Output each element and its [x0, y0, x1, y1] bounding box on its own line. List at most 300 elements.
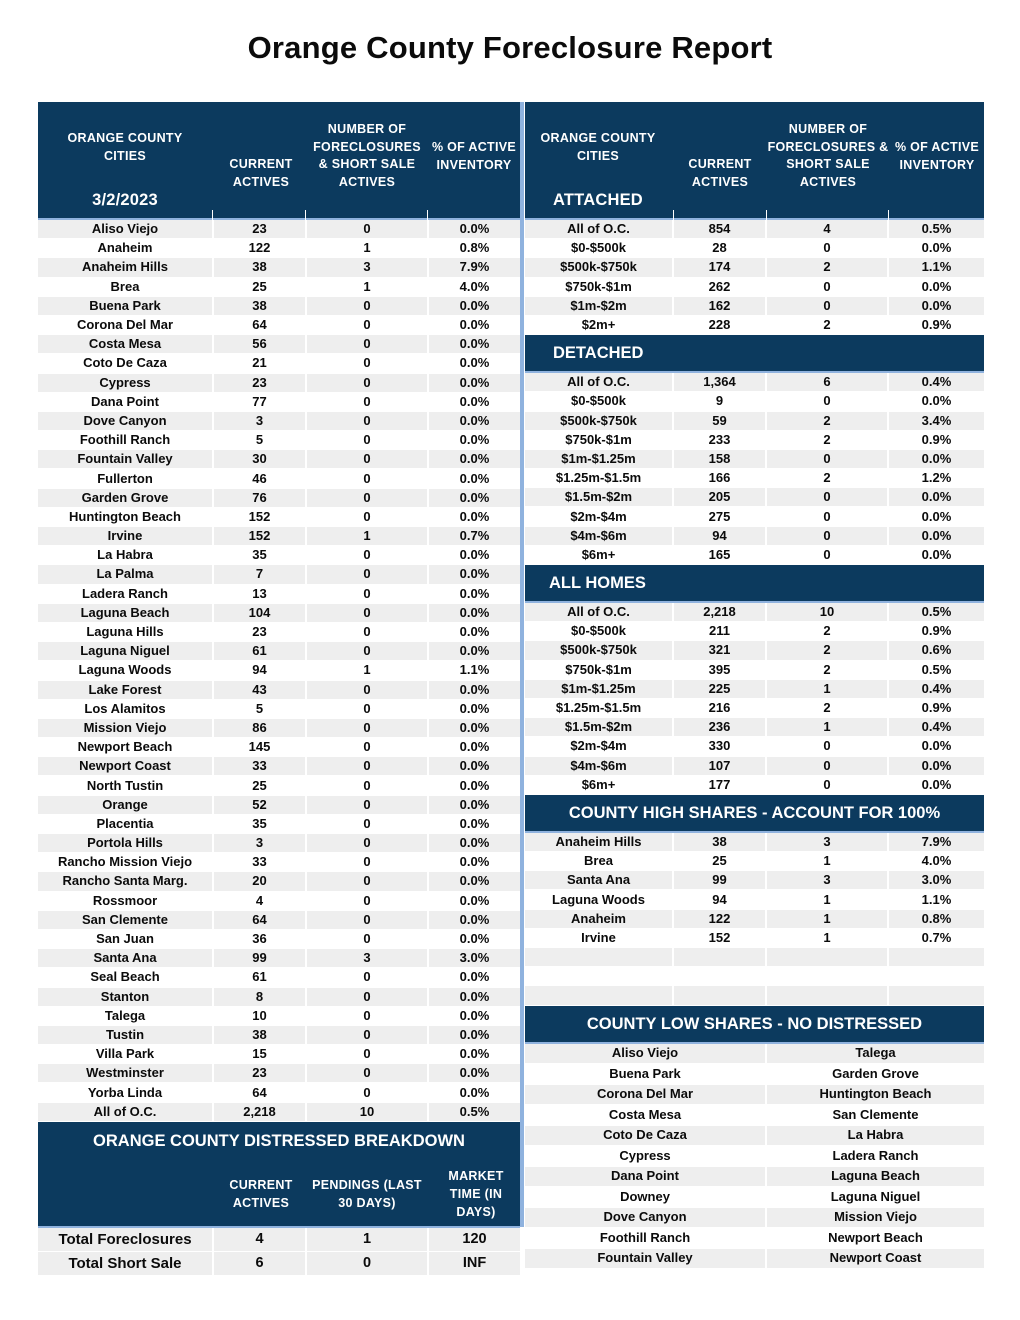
high-share-row-cell — [888, 967, 984, 986]
all-homes-section-title: ALL HOMES — [525, 565, 984, 603]
city-row-cell: 0.0% — [428, 469, 520, 488]
low-share-row-cell: La Habra — [766, 1125, 984, 1146]
detached-row-cell: 0 — [766, 392, 888, 411]
distressed-row — [38, 1251, 520, 1275]
city-row-cell: 0 — [306, 622, 428, 641]
high-share-row-cell: 1 — [766, 909, 888, 928]
low-share-row-cell: Corona Del Mar — [525, 1084, 766, 1105]
all-homes-row-cell: 177 — [673, 775, 766, 794]
column-divider — [520, 102, 524, 1227]
city-row-cell: 0.0% — [428, 488, 520, 507]
detached-row — [525, 430, 984, 449]
low-share-row-cell: Costa Mesa — [525, 1105, 766, 1126]
city-row-cell: 1 — [306, 527, 428, 546]
detached-row — [525, 488, 984, 507]
distressed-row-cell: 1 — [306, 1228, 428, 1252]
detached-row-cell: 205 — [673, 488, 766, 507]
city-row — [38, 373, 520, 392]
all-homes-row-cell: 225 — [673, 679, 766, 698]
right-col-header-foreclosures: NUMBER OF FORECLOSURES & SHORT SALE ACTIVES — [767, 122, 889, 189]
all-homes-row-cell: 236 — [673, 718, 766, 737]
attached-row-cell: 4 — [766, 220, 888, 239]
city-row-cell: Villa Park — [38, 1045, 213, 1064]
city-row-cell: 0 — [306, 603, 428, 622]
attached-row-cell: $0-$500k — [525, 239, 673, 258]
distressed-row-cell: Total Foreclosures — [38, 1228, 213, 1252]
detached-row-cell: 94 — [673, 526, 766, 545]
detached-row-cell: $500k-$750k — [525, 411, 673, 430]
detached-row-cell: $1.25m-$1.5m — [525, 469, 673, 488]
city-row-cell: Newport Beach — [38, 738, 213, 757]
city-row-cell: 0.0% — [428, 757, 520, 776]
city-row-cell: 0 — [306, 450, 428, 469]
distressed-col-market-time: MARKET TIME (IN DAYS) — [448, 1168, 504, 1219]
city-row-cell: Orange — [38, 795, 213, 814]
city-row-cell: Talega — [38, 1006, 213, 1025]
city-row-cell: 36 — [213, 929, 306, 948]
attached-row-cell: 0 — [766, 277, 888, 296]
city-row-cell: 0.0% — [428, 315, 520, 334]
low-share-row-cell: Cypress — [525, 1146, 766, 1167]
all-homes-row-cell: 2 — [766, 698, 888, 717]
low-shares-title: COUNTY LOW SHARES - NO DISTRESSED — [525, 1006, 984, 1044]
city-row-cell: Anaheim — [38, 239, 213, 258]
city-row-cell: 23 — [213, 373, 306, 392]
city-row-cell: 0 — [306, 411, 428, 430]
city-row — [38, 699, 520, 718]
cities-table-header — [38, 102, 520, 220]
detached-row-cell: 2 — [766, 430, 888, 449]
city-row-cell: Yorba Linda — [38, 1083, 213, 1102]
attached-row — [525, 239, 984, 258]
detached-row-cell: 0.0% — [888, 507, 984, 526]
city-row-cell: 0.0% — [428, 968, 520, 987]
high-share-row-cell: 7.9% — [888, 833, 984, 852]
city-row — [38, 738, 520, 757]
city-row — [38, 584, 520, 603]
city-row-cell: Portola Hills — [38, 834, 213, 853]
detached-row-cell: $1m-$1.25m — [525, 449, 673, 468]
attached-row — [525, 296, 984, 315]
detached-row-cell: $0-$500k — [525, 392, 673, 411]
attached-row-cell: 0 — [766, 296, 888, 315]
distressed-row-cell: 6 — [213, 1251, 306, 1275]
city-row-cell: Lake Forest — [38, 680, 213, 699]
city-row-cell: 0 — [306, 469, 428, 488]
low-share-row-cell: Fountain Valley — [525, 1248, 766, 1269]
all-homes-row-cell: $0-$500k — [525, 622, 673, 641]
high-share-row-cell: 3.0% — [888, 871, 984, 890]
detached-row-cell: $1.5m-$2m — [525, 488, 673, 507]
high-share-row-cell: Anaheim Hills — [525, 833, 673, 852]
city-row-cell: 0.0% — [428, 776, 520, 795]
city-row-cell: 0.0% — [428, 853, 520, 872]
all-homes-row-cell: 2,218 — [673, 603, 766, 622]
detached-row — [525, 526, 984, 545]
city-row — [38, 1025, 520, 1044]
low-share-row-cell: Newport Coast — [766, 1248, 984, 1269]
city-row-cell: 86 — [213, 718, 306, 737]
city-row-cell: 0 — [306, 891, 428, 910]
high-share-row — [525, 928, 984, 947]
city-row-cell: Buena Park — [38, 296, 213, 315]
high-share-row-cell — [525, 948, 673, 967]
city-row — [38, 488, 520, 507]
city-row-cell: Foothill Ranch — [38, 431, 213, 450]
city-row-cell: 38 — [213, 1025, 306, 1044]
city-row-cell: 3 — [306, 258, 428, 277]
cities-table — [38, 220, 520, 1122]
detached-row-cell: 3.4% — [888, 411, 984, 430]
city-row — [38, 872, 520, 891]
all-homes-row-cell: 216 — [673, 698, 766, 717]
city-row-cell: 0 — [306, 987, 428, 1006]
city-row-cell: 104 — [213, 603, 306, 622]
all-homes-row-cell: 0 — [766, 756, 888, 775]
city-row-cell: 0.0% — [428, 738, 520, 757]
all-homes-row-cell: All of O.C. — [525, 603, 673, 622]
all-homes-table — [525, 603, 984, 795]
detached-row-cell: 0.4% — [888, 373, 984, 392]
low-share-row — [525, 1187, 984, 1208]
cities-panel — [38, 102, 520, 1276]
col-header-current-actives: CURRENT ACTIVES — [229, 157, 293, 189]
attached-row-cell: 0.9% — [888, 315, 984, 334]
all-homes-row-cell: 211 — [673, 622, 766, 641]
city-row-cell: 4 — [213, 891, 306, 910]
city-row-cell: 0 — [306, 546, 428, 565]
attached-section-title: ATTACHED — [553, 191, 643, 209]
city-row — [38, 296, 520, 315]
city-row-cell: 25 — [213, 277, 306, 296]
city-row-cell: Santa Ana — [38, 949, 213, 968]
city-row-cell: Laguna Niguel — [38, 642, 213, 661]
all-homes-row-cell: 2 — [766, 622, 888, 641]
city-row-cell: 0 — [306, 1045, 428, 1064]
detached-row-cell: 0 — [766, 449, 888, 468]
city-row-cell: North Tustin — [38, 776, 213, 795]
detached-row — [525, 545, 984, 564]
low-share-row-cell: Downey — [525, 1187, 766, 1208]
detached-row-cell: 0.9% — [888, 430, 984, 449]
city-row — [38, 718, 520, 737]
high-share-row-cell — [766, 986, 888, 1005]
city-row-cell: 0 — [306, 795, 428, 814]
high-share-row-cell: Irvine — [525, 928, 673, 947]
attached-row-cell: 1.1% — [888, 258, 984, 277]
all-homes-row — [525, 679, 984, 698]
attached-row — [525, 220, 984, 239]
distressed-col-pendings: PENDINGS (LAST 30 DAYS) — [312, 1177, 422, 1210]
city-row-cell: Rossmoor — [38, 891, 213, 910]
city-row — [38, 680, 520, 699]
detached-row — [525, 469, 984, 488]
city-row-cell: 3 — [213, 411, 306, 430]
city-row-cell: 0.0% — [428, 872, 520, 891]
attached-row-cell: 0.0% — [888, 296, 984, 315]
attached-row-cell: $2m+ — [525, 315, 673, 334]
detached-row-cell: 0.0% — [888, 449, 984, 468]
high-share-row-cell: 0.8% — [888, 909, 984, 928]
all-homes-row-cell: 0 — [766, 737, 888, 756]
city-row-cell: 35 — [213, 814, 306, 833]
attached-row — [525, 277, 984, 296]
high-share-row-cell — [673, 986, 766, 1005]
high-share-row — [525, 833, 984, 852]
low-share-row-cell: Coto De Caza — [525, 1125, 766, 1146]
all-homes-row-cell: $2m-$4m — [525, 737, 673, 756]
city-row-cell: Laguna Woods — [38, 661, 213, 680]
detached-row-cell: 158 — [673, 449, 766, 468]
low-share-row-cell: Buena Park — [525, 1064, 766, 1085]
city-row-cell: La Habra — [38, 546, 213, 565]
high-shares-table — [525, 833, 984, 1006]
high-share-row-cell: 25 — [673, 852, 766, 871]
attached-row-cell: 28 — [673, 239, 766, 258]
city-row — [38, 565, 520, 584]
detached-row-cell: 9 — [673, 392, 766, 411]
city-row-cell: Irvine — [38, 527, 213, 546]
city-row — [38, 546, 520, 565]
low-shares-table — [525, 1044, 984, 1270]
all-homes-row-cell: $750k-$1m — [525, 660, 673, 679]
all-homes-row-cell: 0 — [766, 775, 888, 794]
all-homes-row-cell: $4m-$6m — [525, 756, 673, 775]
high-share-row-cell: 1 — [766, 928, 888, 947]
attached-row-cell: 0 — [766, 239, 888, 258]
city-row-cell: 23 — [213, 220, 306, 239]
distressed-row-cell: 120 — [428, 1228, 520, 1252]
city-row-cell: 56 — [213, 335, 306, 354]
city-row-cell: 64 — [213, 910, 306, 929]
city-row-cell: 0 — [306, 488, 428, 507]
attached-row — [525, 315, 984, 334]
high-share-row-cell: Laguna Woods — [525, 890, 673, 909]
city-row-cell: 0 — [306, 373, 428, 392]
all-homes-row — [525, 718, 984, 737]
distressed-row-cell: 0 — [306, 1251, 428, 1275]
low-share-row — [525, 1084, 984, 1105]
city-row-cell: 23 — [213, 622, 306, 641]
city-row — [38, 220, 520, 239]
city-row — [38, 1083, 520, 1102]
low-share-row-cell: Dove Canyon — [525, 1207, 766, 1228]
low-share-row — [525, 1044, 984, 1064]
distressed-col-current-actives: CURRENT ACTIVES — [229, 1177, 293, 1210]
city-row-cell: 0 — [306, 1083, 428, 1102]
city-row-cell: 0.0% — [428, 1064, 520, 1083]
high-share-row — [525, 986, 984, 1005]
high-share-row-cell — [673, 967, 766, 986]
distressed-header — [38, 1122, 520, 1228]
city-row-cell: 0 — [306, 431, 428, 450]
city-row-cell: 10 — [306, 1102, 428, 1121]
city-row-cell: 152 — [213, 527, 306, 546]
attached-row-cell: 2 — [766, 315, 888, 334]
detached-table — [525, 373, 984, 565]
city-row-cell: 0 — [306, 738, 428, 757]
distressed-row-cell: 4 — [213, 1228, 306, 1252]
col-header-percent: % OF ACTIVE INVENTORY — [431, 140, 517, 172]
city-row-cell: 0.0% — [428, 814, 520, 833]
city-row-cell: 7.9% — [428, 258, 520, 277]
city-row-cell: La Palma — [38, 565, 213, 584]
right-col-header-percent: % OF ACTIVE INVENTORY — [894, 140, 980, 172]
city-row-cell: 0 — [306, 699, 428, 718]
detached-row-cell: 0 — [766, 507, 888, 526]
low-share-row — [525, 1146, 984, 1167]
city-row-cell: 46 — [213, 469, 306, 488]
city-row — [38, 776, 520, 795]
city-row-cell: Los Alamitos — [38, 699, 213, 718]
city-row-cell: 43 — [213, 680, 306, 699]
city-row-cell: 0.0% — [428, 834, 520, 853]
all-homes-row — [525, 603, 984, 622]
city-row-cell: 2,218 — [213, 1102, 306, 1121]
high-share-row-cell: 99 — [673, 871, 766, 890]
city-row-cell: All of O.C. — [38, 1102, 213, 1121]
all-homes-row-cell: 0.0% — [888, 756, 984, 775]
detached-row-cell: $2m-$4m — [525, 507, 673, 526]
city-row-cell: 0.0% — [428, 507, 520, 526]
low-share-row — [525, 1207, 984, 1228]
low-share-row-cell: Talega — [766, 1044, 984, 1064]
detached-row — [525, 507, 984, 526]
city-row — [38, 527, 520, 546]
city-row-cell: 61 — [213, 968, 306, 987]
city-row — [38, 450, 520, 469]
city-row — [38, 987, 520, 1006]
all-homes-row-cell: 0.9% — [888, 698, 984, 717]
high-share-row-cell: 0.7% — [888, 928, 984, 947]
city-row-cell: 1 — [306, 661, 428, 680]
city-row-cell: 23 — [213, 1064, 306, 1083]
city-row-cell: 0.0% — [428, 642, 520, 661]
city-row-cell: 0.5% — [428, 1102, 520, 1121]
city-row-cell: 7 — [213, 565, 306, 584]
detached-row-cell: 2 — [766, 469, 888, 488]
city-row-cell: 0.0% — [428, 1083, 520, 1102]
city-row-cell: Mission Viejo — [38, 718, 213, 737]
city-row-cell: 13 — [213, 584, 306, 603]
high-share-row-cell — [888, 986, 984, 1005]
city-row-cell: 0 — [306, 507, 428, 526]
city-row-cell: Huntington Beach — [38, 507, 213, 526]
city-row-cell: 0.0% — [428, 450, 520, 469]
city-row-cell: 3.0% — [428, 949, 520, 968]
right-col-header-cities: ORANGE COUNTY CITIES — [540, 131, 656, 163]
low-share-row-cell: Mission Viejo — [766, 1207, 984, 1228]
all-homes-row-cell: 1 — [766, 679, 888, 698]
detached-row-cell: 275 — [673, 507, 766, 526]
all-homes-row-cell: 2 — [766, 641, 888, 660]
city-row-cell: 3 — [306, 949, 428, 968]
city-row — [38, 1045, 520, 1064]
detached-row — [525, 449, 984, 468]
city-row-cell: 20 — [213, 872, 306, 891]
city-row — [38, 814, 520, 833]
attached-row-cell: 0.5% — [888, 220, 984, 239]
low-share-row — [525, 1228, 984, 1249]
city-row-cell: 77 — [213, 392, 306, 411]
high-share-row-cell — [525, 986, 673, 1005]
all-homes-row-cell: $1.5m-$2m — [525, 718, 673, 737]
city-row — [38, 239, 520, 258]
city-row-cell: 35 — [213, 546, 306, 565]
attached-table-header — [525, 102, 984, 220]
low-share-row-cell: Laguna Niguel — [766, 1187, 984, 1208]
city-row-cell: 30 — [213, 450, 306, 469]
city-row-cell: 0 — [306, 220, 428, 239]
city-row — [38, 891, 520, 910]
high-share-row — [525, 890, 984, 909]
city-row-cell: 0 — [306, 584, 428, 603]
high-share-row-cell — [673, 948, 766, 967]
city-row-cell: San Juan — [38, 929, 213, 948]
low-share-row-cell: Foothill Ranch — [525, 1228, 766, 1249]
city-row-cell: 0.0% — [428, 910, 520, 929]
city-row-cell: 0.0% — [428, 699, 520, 718]
attached-row-cell: 854 — [673, 220, 766, 239]
low-share-row-cell: Huntington Beach — [766, 1084, 984, 1105]
distressed-title: ORANGE COUNTY DISTRESSED BREAKDOWN — [93, 1131, 465, 1150]
city-row-cell: 38 — [213, 296, 306, 315]
all-homes-row — [525, 622, 984, 641]
high-share-row-cell: Santa Ana — [525, 871, 673, 890]
attached-row-cell: $1m-$2m — [525, 296, 673, 315]
city-row-cell: 99 — [213, 949, 306, 968]
all-homes-row-cell: 0.4% — [888, 718, 984, 737]
high-share-row-cell: 4.0% — [888, 852, 984, 871]
city-row-cell: 0 — [306, 929, 428, 948]
attached-row-cell: All of O.C. — [525, 220, 673, 239]
all-homes-row-cell: 0.4% — [888, 679, 984, 698]
low-share-row-cell: Dana Point — [525, 1166, 766, 1187]
high-share-row-cell — [766, 967, 888, 986]
city-row-cell: 145 — [213, 738, 306, 757]
distressed-table — [38, 1228, 520, 1276]
city-row-cell: 0.0% — [428, 431, 520, 450]
high-share-row-cell: 38 — [673, 833, 766, 852]
low-share-row-cell: Garden Grove — [766, 1064, 984, 1085]
detached-row-cell: 166 — [673, 469, 766, 488]
city-row-cell: 0 — [306, 296, 428, 315]
high-share-row-cell: 1.1% — [888, 890, 984, 909]
city-row-cell: 3 — [213, 834, 306, 853]
city-row-cell: 15 — [213, 1045, 306, 1064]
city-row — [38, 1064, 520, 1083]
all-homes-row — [525, 641, 984, 660]
high-share-row-cell: 94 — [673, 890, 766, 909]
city-row-cell: 0 — [306, 680, 428, 699]
detached-row-cell: $6m+ — [525, 545, 673, 564]
city-row-cell: Cypress — [38, 373, 213, 392]
low-share-row-cell: San Clemente — [766, 1105, 984, 1126]
detached-row-cell: 0.0% — [888, 392, 984, 411]
high-share-row-cell: 3 — [766, 833, 888, 852]
segments-panel — [525, 102, 984, 1269]
city-row-cell: 25 — [213, 776, 306, 795]
city-row-cell: Fountain Valley — [38, 450, 213, 469]
city-row-cell: 0 — [306, 814, 428, 833]
city-row-cell: 0.0% — [428, 565, 520, 584]
city-row-cell: 0 — [306, 392, 428, 411]
detached-row-cell: 1,364 — [673, 373, 766, 392]
high-share-row — [525, 852, 984, 871]
low-share-row-cell: Newport Beach — [766, 1228, 984, 1249]
report-date: 3/2/2023 — [92, 191, 158, 209]
attached-row-cell: 162 — [673, 296, 766, 315]
